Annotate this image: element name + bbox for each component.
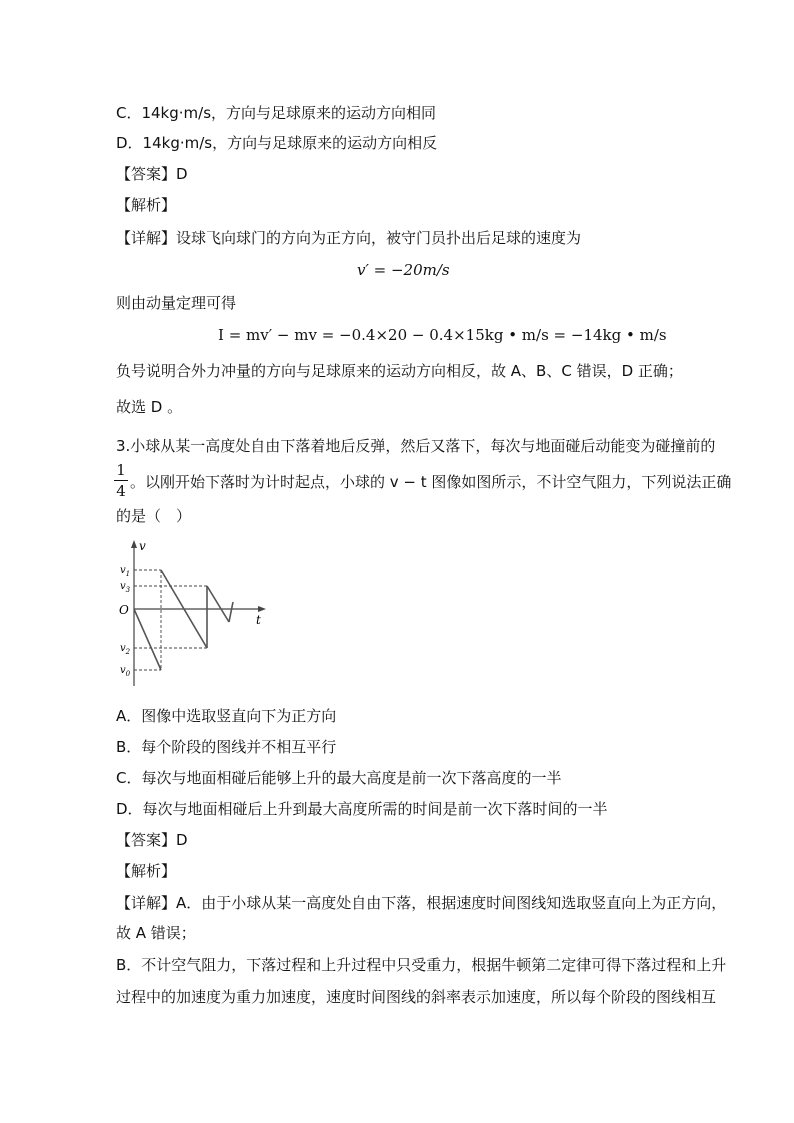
- graph-label-v3-sub: 3: [125, 586, 131, 594]
- q3-fraction-numerator: 1: [116, 461, 126, 479]
- graph-label-v1-v: v: [120, 565, 126, 576]
- graph-label-v3: [120, 581, 131, 594]
- q3-fraction-bar: [114, 480, 128, 481]
- graph-label-v0: [120, 665, 131, 678]
- q3-detail-a-line2: 故 A 错误；: [116, 924, 196, 942]
- prev-option-d: D．14kg·m/s，方向与足球原来的运动方向相反: [116, 134, 438, 152]
- q3-fraction-denominator: 4: [116, 482, 126, 500]
- q3-stem-line1: 3.小球从某一高度处自由下落着地后反弹，然后又落下，每次与地面碰后动能变为碰撞前的: [116, 437, 716, 455]
- prev-detail-line2: 则由动量定理可得: [116, 294, 237, 312]
- q3-stem-line3: 的是（ ）: [116, 507, 192, 525]
- graph-label-v2: [120, 643, 131, 656]
- graph-label-v0-sub: 0: [125, 670, 131, 678]
- q3-detail-b-line2: 过程中的加速度为重力加速度，速度时间图线的斜率表示加速度，所以每个阶段的图线相互: [116, 988, 717, 1006]
- q3-detail-b-line1: B．不计空气阻力，下落过程和上升过程中只受重力，根据牛顿第二定律可得下落过程和上升: [116, 956, 727, 974]
- q3-detail-a-line1: 【详解】A．由于小球从某一高度处自由下落，根据速度时间图线知选取竖直向上为正方向，: [116, 894, 727, 912]
- prev-detail-line3: 负号说明合外力冲量的方向与足球原来的运动方向相反，故 A、B、C 错误，D 正确；: [116, 362, 683, 380]
- prev-equation-impulse: I = mv′ − mv = −0.4×20 − 0.4×15kg • m/s = −14kg • m/s: [218, 326, 667, 344]
- graph-origin-label: O: [119, 603, 129, 617]
- graph-label-v0-v: v: [120, 665, 126, 676]
- prev-option-c: C．14kg·m/s，方向与足球原来的运动方向相同: [116, 104, 437, 122]
- graph-t-axis-arrow: [258, 606, 266, 612]
- q3-fraction: [114, 461, 128, 500]
- graph-v-axis-label: v: [139, 539, 146, 553]
- segment-bounce-3: [229, 602, 233, 622]
- q3-option-c: C．每次与地面相碰后能够上升的最大高度是前一次下落高度的一半: [116, 769, 562, 787]
- prev-detail-line1: 【详解】设球飞向球门的方向为正方向，被守门员扑出后足球的速度为: [116, 229, 582, 247]
- q3-stem-line2: 。以刚开始下落时为计时起点，小球的 v − t 图像如图所示，不计空气阻力，下列说法正确: [130, 473, 732, 491]
- prev-analysis-label: 【解析】: [116, 196, 177, 214]
- q3-option-d: D．每次与地面相碰后上升到最大高度所需的时间是前一次下落时间的一半: [116, 800, 608, 818]
- graph-v-axis-arrow: [131, 540, 137, 548]
- q3-answer-label: 【答案】D: [116, 831, 188, 849]
- q3-analysis-label: 【解析】: [116, 862, 177, 880]
- q3-vt-graph: [112, 538, 272, 688]
- q3-option-a: A．图像中选取竖直向下为正方向: [116, 707, 337, 725]
- prev-answer-label: 【答案】D: [116, 165, 188, 183]
- segment-rebound-fall-2: [207, 586, 229, 622]
- graph-label-v1: [120, 565, 130, 578]
- graph-t-axis-label: t: [256, 613, 261, 627]
- q3-option-b: B．每个阶段的图线并不相互平行: [116, 738, 337, 756]
- prev-equation-velocity: v′ = −20m/s: [357, 261, 450, 279]
- graph-label-v1-sub: 1: [125, 570, 131, 578]
- prev-detail-line4: 故选 D 。: [116, 398, 183, 416]
- graph-label-v3-v: v: [120, 581, 126, 592]
- graph-label-v2-v: v: [120, 643, 126, 654]
- segment-fall-1: [134, 609, 161, 670]
- graph-label-v2-sub: 2: [125, 648, 131, 656]
